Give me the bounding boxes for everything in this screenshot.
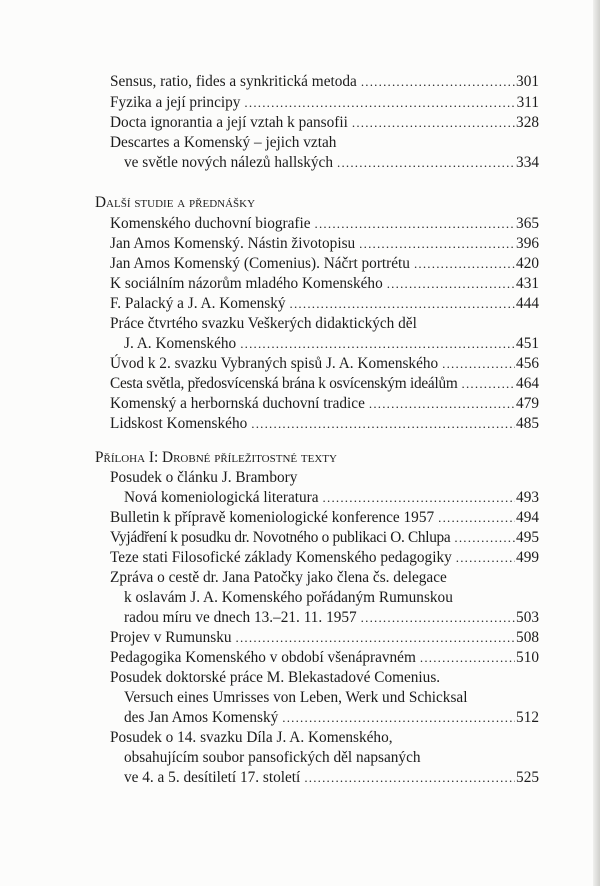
toc-leader-dots	[454, 528, 515, 548]
toc-entry	[124, 488, 539, 508]
toc-entry-title-line: Zpráva o cestě dr. Jana Patočky jako člena čs. delegace	[110, 569, 447, 586]
toc-entry-page: 494	[516, 509, 539, 526]
toc-entry-title: Bulletin k přípravě komeniologické konference 1957	[110, 509, 435, 526]
toc-leader-dots	[361, 608, 515, 628]
toc-entry-title-line: Descartes a Komenský – jejich vztah	[110, 134, 337, 151]
toc-leader-dots	[282, 708, 515, 728]
toc-entry-title: Vyjádření k posudku dr. Novotného o publikaci O. Chlupa	[110, 529, 451, 546]
toc-entry	[110, 394, 539, 414]
toc-entry-title: F. Palacký a J. A. Komenský	[110, 295, 286, 312]
toc-entry-page: 365	[516, 215, 539, 232]
toc-entry-page: 334	[516, 154, 539, 171]
toc-entry	[110, 414, 539, 434]
toc-entry-title: radou míru ve dnech 13.–21. 11. 1957	[124, 609, 357, 626]
toc-entry-title: Jan Amos Komenský. Nástin životopisu	[110, 235, 356, 252]
toc-entry	[110, 508, 539, 528]
toc-entry	[124, 153, 539, 173]
toc-entry-title: des Jan Amos Komenský	[124, 709, 279, 726]
toc-entry-title: Cesta světla, předosvícenská brána k osvícenským ideálům	[110, 375, 458, 392]
toc-entry	[110, 234, 539, 254]
toc-leader-dots	[315, 214, 516, 234]
toc-entry	[110, 354, 539, 374]
toc-entry-title: Sensus, ratio, fides a synkritická metoda	[110, 73, 357, 90]
toc-entry-title-line: obsahujícím soubor pansofických děl napsaných	[124, 749, 421, 766]
section-heading: Příloha I: Drobné příležitostné texty	[95, 449, 337, 466]
toc-entry-page: 328	[516, 114, 539, 131]
toc-leader-dots	[323, 488, 516, 508]
toc-entry	[110, 628, 539, 648]
toc-leader-dots	[438, 508, 515, 528]
toc-entry-title: Pedagogika Komenského v období všenápravném	[110, 649, 416, 666]
toc-entry-title: Komenského duchovní biografie	[110, 215, 311, 232]
toc-leader-dots	[337, 153, 515, 173]
toc-leader-dots	[236, 628, 516, 648]
toc-entry-page: 301	[516, 73, 539, 90]
toc-entry-title: Lidskost Komenského	[110, 415, 248, 432]
toc-leader-dots	[359, 234, 515, 254]
toc-entry	[110, 528, 539, 548]
toc-entry-page: 479	[516, 395, 539, 412]
toc-entry	[110, 274, 539, 294]
toc-leader-dots	[462, 374, 516, 394]
toc-entry-title: ve 4. a 5. desítiletí 17. století	[124, 769, 301, 786]
toc-entry-title: ve světle nových nálezů hallských	[124, 154, 333, 171]
toc-entry-page: 431	[516, 275, 539, 292]
toc-leader-dots	[369, 394, 515, 414]
toc-entry-page: 508	[516, 629, 539, 646]
toc-entry	[110, 72, 539, 92]
toc-entry	[110, 374, 539, 394]
toc-entry-page: 525	[516, 769, 539, 786]
toc-entry	[110, 93, 539, 113]
toc-entry-title: Docta ignorantia a její vztah k pansofii	[110, 114, 348, 131]
toc-entry-title-line: Práce čtvrtého svazku Veškerých didaktických děl	[110, 315, 417, 332]
toc-leader-dots	[240, 334, 515, 354]
toc-leader-dots	[244, 93, 515, 113]
toc-entry-title: K sociálním názorům mladého Komenského	[110, 275, 383, 292]
toc-entry	[110, 648, 539, 668]
toc-entry-title: Teze stati Filosofické základy Komenského pedagogiky	[110, 549, 452, 566]
toc-entry	[110, 113, 539, 133]
toc-entry	[110, 254, 539, 274]
toc-entry-title-line: Posudek doktorské práce M. Blekastadové Comenius.	[110, 669, 441, 686]
toc-entry-title-line: Posudek o 14. svazku Díla J. A. Komenského,	[110, 729, 393, 746]
toc-leader-dots	[442, 354, 515, 374]
toc-leader-dots	[456, 548, 515, 568]
toc-entry-page: 464	[516, 375, 539, 392]
toc-entry-page: 510	[516, 649, 539, 666]
toc-leader-dots	[420, 648, 515, 668]
toc-entry-page: 456	[516, 355, 539, 372]
toc-entry	[110, 214, 539, 234]
toc-entry-page: 493	[516, 489, 539, 506]
toc-entry-page: 444	[516, 295, 539, 312]
toc-leader-dots	[251, 414, 515, 434]
section-heading: Další studie a přednášky	[95, 194, 256, 211]
toc-entry-page: 512	[516, 709, 539, 726]
toc-entry-page: 311	[516, 94, 539, 111]
toc-entry-title-line: Versuch eines Umrisses von Leben, Werk und Schicksal	[124, 689, 468, 706]
toc-entry-page: 495	[516, 529, 539, 546]
toc-entry-page: 503	[516, 609, 539, 626]
toc-leader-dots	[414, 254, 515, 274]
toc-entry	[110, 548, 539, 568]
toc-entry	[110, 294, 539, 314]
toc-entry-title-line: k oslavám J. A. Komenského pořádaným Rumunskou	[124, 589, 453, 606]
toc-entry	[124, 768, 539, 788]
toc-leader-dots	[361, 72, 515, 92]
toc-leader-dots	[304, 768, 515, 788]
toc-leader-dots	[290, 294, 516, 314]
toc-entry-title: Úvod k 2. svazku Vybraných spisů J. A. Komenského	[110, 355, 439, 372]
toc-entry-page: 499	[516, 549, 539, 566]
toc-entry-title: Komenský a herbornská duchovní tradice	[110, 395, 365, 412]
toc-leader-dots	[352, 113, 515, 133]
toc-entry	[124, 334, 539, 354]
toc-entry-page: 396	[516, 235, 539, 252]
toc-entry-title: Projev v Rumunsku	[110, 629, 232, 646]
toc-entry-title-line: Posudek o článku J. Brambory	[110, 469, 298, 486]
toc-entry-page: 451	[516, 335, 539, 352]
toc-entry	[124, 708, 539, 728]
toc-leader-dots	[387, 274, 515, 294]
toc-entry-title: Jan Amos Komenský (Comenius). Náčrt portrétu	[110, 255, 410, 272]
toc-entry-page: 485	[516, 415, 539, 432]
toc-entry-title: J. A. Komenského	[124, 335, 237, 352]
toc-entry	[124, 608, 539, 628]
toc-entry-title: Fyzika a její principy	[110, 94, 241, 111]
toc-entry-page: 420	[516, 255, 539, 272]
toc-entry-title: Nová komeniologická literatura	[124, 489, 319, 506]
